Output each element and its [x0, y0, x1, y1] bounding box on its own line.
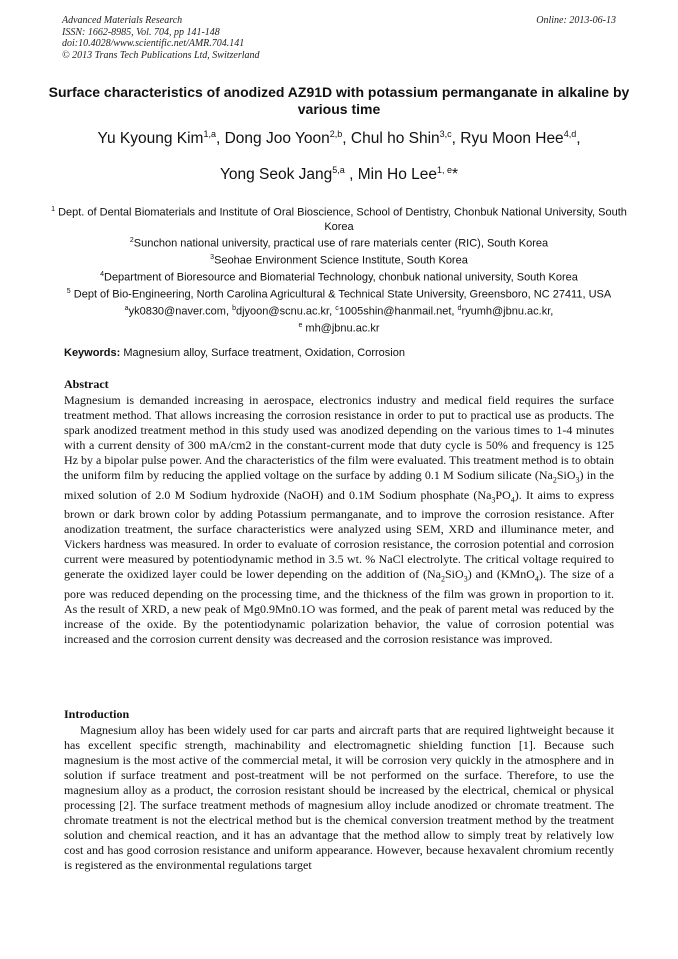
paper-title: Surface characteristics of anodized AZ91D with potassium permanganate in alkaline by various time	[48, 84, 630, 117]
email-link[interactable]: djyoon@scnu.ac.kr,	[236, 305, 333, 318]
abstract-text: SiO	[445, 567, 464, 582]
abstract-paragraph	[64, 393, 614, 647]
email-line	[50, 319, 628, 336]
author-name: Ryu Moon Hee	[460, 130, 564, 148]
abstract-text: ). It aims to express brown or dark brown color by adding Potassium permanganate, and to improve the corrosion resistance. After anodization treatment, the surface characteristics were analyzed using SEM, XRD and illuminance meter, and Vickers hardness was measured. In order to evaluate of corrosion resistance, the corrosion potential and corrosion current were measured by potentiodynamic method in 3.5 wt. % NaCl electrolyte. The critical voltage required to generate the oxidized layer could be lower depending on the addition of (Na	[64, 487, 614, 582]
email-sup: a	[124, 305, 129, 313]
subscript: 2	[441, 574, 445, 584]
affiliation-1	[50, 203, 628, 234]
email-link[interactable]: yk0830@naver.com,	[128, 305, 230, 318]
author-name: Min Ho Lee	[357, 166, 437, 184]
abstract-text: ) in the mixed solution of 2.0 M Sodium hydroxide (NaOH) and 0.1M Sodium phosphate (Na	[64, 468, 614, 502]
affiliation-sup: 5	[66, 288, 71, 296]
author-name: Dong Joo Yoon	[224, 130, 330, 148]
subscript: 2	[552, 475, 557, 485]
affiliation-text: Department of Bioresource and Biomaterial Technology, chonbuk national university, South Korea	[104, 271, 578, 284]
author-name: Yong Seok Jang	[219, 166, 333, 184]
affiliation-sup: 4	[100, 271, 104, 279]
email-sup: c	[335, 305, 339, 313]
email-link[interactable]: mh@jbnu.ac.kr	[305, 322, 380, 335]
affiliation-sup: 2	[129, 237, 134, 245]
email-sup: e	[298, 322, 303, 330]
author-sup: 1,a	[203, 129, 216, 139]
author-line-1: Yu Kyoung Kim$^{1,a}$, Dong Joo Yoon$^{2,b}$, Chul ho Shin$^{3,c}$, Ryu Moon Hee$^{4,d}$,	[97, 129, 581, 148]
corresponding-author-mark: *	[452, 166, 459, 184]
affiliation-text: Sunchon national university, practical use of rare materials center (RIC), South Korea	[133, 237, 549, 250]
introduction-paragraph: Magnesium alloy has been widely used for car parts and aircraft parts that are required lightweight because it has excellent specific strength, machinability and electromagnetic shielding function [1]. Because such magnesium is the most active of the commercial metal, it will be corrosion very quickly in the atmosphere and in solution if surface treatment and post-treatment will be not performed on the surface. Therefore, to use the magnesium alloy as a product, the corrosion resistant should be increased by the electrical, chemical or physical processing [2]. The surface treatment methods of magnesium alloy include anodized or chromate treatment. The chromate treatment is not the electrical method but is the chemical conversion treatment method by the treatment solution and chemical reaction, and it has an advantage that the method allow to simply treat by relatively low cost and has good corrosion resistance and uniform appearance. However, because hexavalent chromium recently is registered as the environmental regulations target	[64, 723, 614, 873]
introduction-heading: Introduction	[64, 707, 130, 721]
subscript: 3	[463, 574, 468, 584]
affiliation-5	[50, 285, 628, 302]
author-sup: 2,b	[329, 129, 343, 139]
abstract-text: ) and (KMnO	[467, 567, 535, 582]
subscript: 4	[534, 574, 539, 584]
affiliations	[50, 203, 628, 336]
journal-doi: doi:10.4028/www.scientific.net/AMR.704.141	[62, 38, 245, 49]
affiliation-text: Dept of Bio-Engineering, North Carolina Agricultural & Technical State University, Greensboro, NC 27411, USA	[73, 288, 612, 301]
email-sup: b	[232, 305, 236, 313]
abstract-text: SiO	[556, 468, 576, 483]
author-name: Yu Kyoung Kim	[97, 130, 204, 148]
email-link[interactable]: ryumh@jbnu.ac.kr,	[461, 305, 554, 318]
email-link[interactable]: 1005shin@hanmail.net,	[338, 305, 455, 318]
author-sup: 4,d	[563, 129, 577, 139]
abstract-text: Magnesium is demanded increasing in aerospace, electronics industry and medical field requires the surface treatment method. That allows increasing the corrosion resistance in order to put to practical use as products. The spark anodized treatment method in this study used was anodized depending on the various times to 1-4 minutes with a current density of 300 mA/cm2 in the constant-current mode that duty cycle is 50% and frequency is 125 Hz by a bipolar pulse power. And the characteristics of the film were evaluated. This treatment method is to obtain the uniform film by reducing the applied voltage on the surface by adding 0.1 M Sodium silicate (Na	[64, 393, 614, 483]
affiliation-sup: 3	[210, 254, 215, 262]
abstract-heading: Abstract	[64, 377, 109, 391]
affiliation-4	[50, 268, 628, 285]
affiliation-3	[50, 251, 628, 268]
subscript: 4	[510, 495, 515, 505]
email-line	[50, 302, 628, 319]
author-sup: 3,c	[439, 129, 452, 139]
online-date: Online: 2013-06-13	[536, 15, 616, 26]
abstract-text: ). The size of a pore was reduced depending on the processing time, and the thickness of the film was grown in proportion to it. As the result of XRD, a new peak of Mg0.9Mn0.1O was formed, and the peak of parent metal was reduced by the increase of the oxide. By the potentiodynamic polarization behavior, the value of corrosion potential was increased and the corrosion current density was decreased and the corrosion resistance was improved.	[64, 567, 614, 646]
subscript: 3	[491, 495, 496, 505]
author-line-2: Yong Seok Jang$^{5,a}$ , Min Ho Lee$^{1, e}$*	[219, 165, 459, 184]
author-sup: 1, e	[436, 165, 452, 175]
affiliation-sup: 1	[51, 206, 55, 213]
affiliation-text: Seohae Environment Science Institute, South Korea	[214, 254, 468, 267]
subscript: 3	[575, 475, 580, 485]
author-sup: 5,a	[332, 165, 345, 175]
abstract-text: PO	[495, 487, 511, 502]
affiliation-text: Dept. of Dental Biomaterials and Institute of Oral Bioscience, School of Dentistry, Chonbuk National University, South Korea	[58, 206, 627, 233]
keywords-label: Keywords:	[64, 347, 121, 359]
author-name: Chul ho Shin	[350, 130, 440, 148]
affiliation-2	[50, 234, 628, 251]
journal-issn: ISSN: 1662-8985, Vol. 704, pp 141-148	[62, 26, 220, 38]
keywords-text: Magnesium alloy, Surface treatment, Oxidation, Corrosion	[123, 347, 405, 359]
journal-copyright: © 2013 Trans Tech Publications Ltd, Switzerland	[62, 49, 260, 61]
journal-name: Advanced Materials Research	[62, 15, 183, 26]
email-sup: d	[457, 305, 462, 313]
journal-header	[62, 15, 260, 61]
keywords	[64, 347, 405, 359]
